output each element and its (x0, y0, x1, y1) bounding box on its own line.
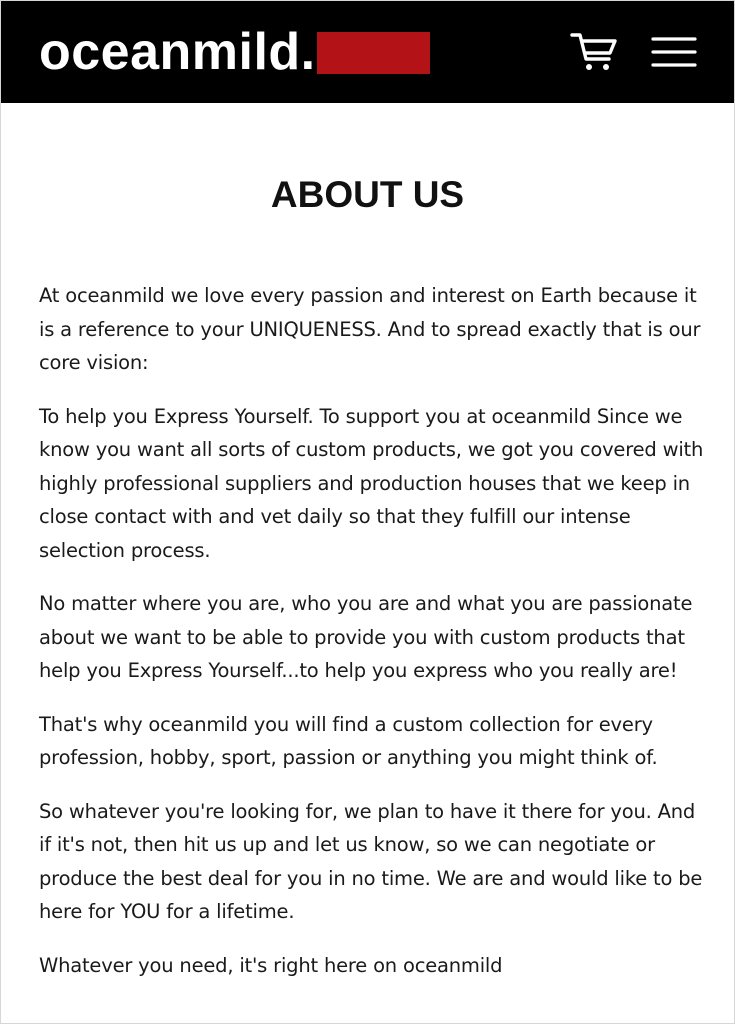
site-header (1, 1, 734, 103)
brand-logo[interactable]: oceanmild. (39, 23, 316, 81)
about-paragraph: No matter where you are, who you are and what you are passionate about we want to be able to provide you with custom products that help you Express Yourself...to help you express who you really are! (39, 592, 693, 682)
about-paragraph: So whatever you're looking for, we plan to have it there for you. And if it's not, then hit us up and let us know, so we can negotiate or produce the best deal for you in no time. We are and would like to be here for YOU for a lifetime. (39, 799, 703, 923)
menu-button[interactable] (651, 35, 697, 69)
redacted-block (317, 32, 430, 74)
about-paragraph: At oceanmild we love every passion and interest on Earth because it is a reference to your UNIQUENESS. And to spread exactly that is our core vision: (39, 284, 701, 374)
cart-button[interactable] (569, 29, 619, 73)
cart-icon (569, 29, 619, 73)
about-content (39, 279, 711, 1002)
about-paragraph: To help you Express Yourself. To support you at oceanmild Since we know you want all sorts of custom products, we got you covered with highly professional suppliers and production houses that we keep in close contact with and vet daily so that they fulfill our intense selection process. (39, 404, 704, 562)
hamburger-menu-icon (651, 35, 697, 69)
about-paragraph: That's why oceanmild you will find a custom collection for every profession, hobby, sport, passion or anything you might think of. (39, 712, 658, 769)
about-paragraph: Whatever you need, it's right here on oceanmild (39, 953, 503, 977)
page-title: ABOUT US (270, 174, 465, 215)
